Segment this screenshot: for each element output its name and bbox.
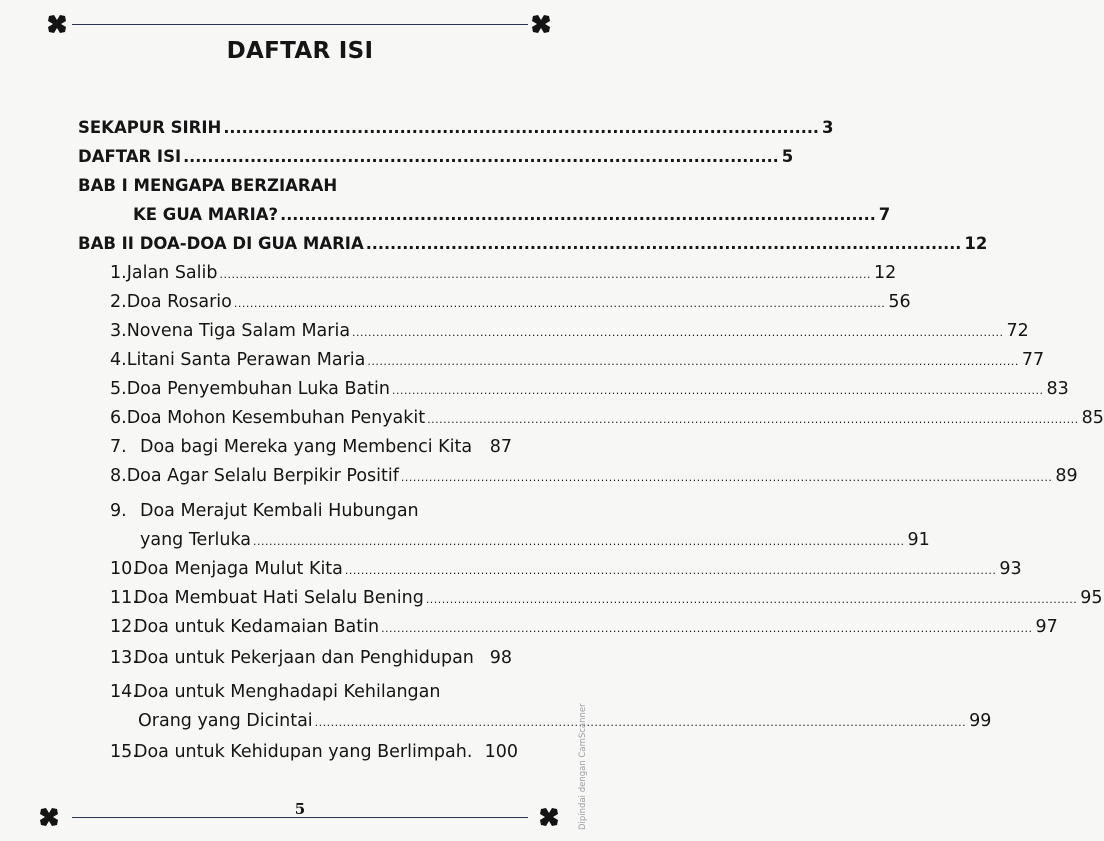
toc-entry <box>110 349 1045 373</box>
toc-entry-number: 10. <box>110 559 138 579</box>
dot-leader: ................................................................................................................................................................... <box>352 326 1004 339</box>
toc-entry-page: 98 <box>489 648 512 668</box>
toc-entry-number: 5. <box>110 379 127 399</box>
dot-leader: .................................................................................................. <box>365 234 962 253</box>
toc-entry-label: Doa untuk Pekerjaan dan Penghidupan <box>134 648 474 668</box>
toc-entry-page: 97 <box>1035 617 1058 637</box>
dot-leader: ................................................................................................................................................................... <box>367 355 1019 368</box>
dot-leader: ................................................................................................................................................................... <box>253 535 905 548</box>
toc-entry-page: 100 <box>484 742 518 762</box>
page-number: 5 <box>294 800 306 818</box>
toc-entry-page: 83 <box>1046 379 1069 399</box>
toc-entry <box>110 647 512 669</box>
toc-entry-number: 3. <box>110 321 127 341</box>
toc-entry <box>110 616 1058 640</box>
toc-entry-page: 5 <box>781 147 794 166</box>
toc-entry-page: 95 <box>1080 588 1103 608</box>
toc-entry-label: BAB II DOA-DOA DI GUA MARIA <box>78 234 364 253</box>
toc-entry-page: 91 <box>907 530 930 550</box>
toc-entry-number: 9. <box>110 501 127 521</box>
toc-entry-number: 2. <box>110 292 127 312</box>
dot-leader: ................................................................................................................................................................... <box>381 622 1033 635</box>
toc-entry-page: 89 <box>1055 466 1078 486</box>
toc-entry <box>78 233 988 255</box>
dot-leader: ................................................................................................................................................................... <box>314 716 967 729</box>
toc-entry-number: 15. <box>110 742 138 762</box>
toc-entry-number: 1. <box>110 263 127 283</box>
toc-entry-label: yang Terluka <box>140 530 252 550</box>
toc-entry-label: SEKAPUR SIRIH <box>78 118 222 137</box>
toc-entry-label: Doa Agar Selalu Berpikir Positif <box>126 466 399 486</box>
dot-leader: ................................................................................................................................................................... <box>219 268 871 281</box>
dot-leader: .................................................................................................. <box>280 205 876 224</box>
toc-entry-label: Novena Tiga Salam Maria <box>126 321 351 341</box>
toc-entry <box>78 117 834 139</box>
toc-entry <box>110 436 512 458</box>
toc-entry-label: Doa untuk Kehidupan yang Berlimpah. <box>134 742 473 762</box>
toc-entry <box>110 407 1104 431</box>
dot-leader: ................................................................................................................................................................... <box>400 471 1053 484</box>
toc-entry <box>110 681 440 703</box>
toc-entry-page: 3 <box>821 118 834 137</box>
toc-entry-number: 7. <box>110 437 127 457</box>
dot-leader: ................................................................................................................................................................... <box>344 564 997 577</box>
toc-entry-number: 6. <box>110 408 127 428</box>
toc-entry <box>110 291 911 315</box>
toc-entry-label: KE GUA MARIA? <box>133 205 279 224</box>
toc-entry-page: 12 <box>964 234 988 253</box>
toc-entry <box>110 741 518 763</box>
toc-entry-number: 11. <box>110 588 138 608</box>
toc-entry <box>110 500 419 522</box>
toc-entry <box>110 465 1078 489</box>
toc-entry-label: Jalan Salib <box>126 263 218 283</box>
toc-entry-label: Doa bagi Mereka yang Membenci Kita <box>140 437 473 457</box>
toc-entry-page: 7 <box>878 205 891 224</box>
toc-entry-page: 72 <box>1006 321 1029 341</box>
toc-entry <box>140 529 930 553</box>
toc-entry <box>110 587 1103 611</box>
toc-entry-label: Doa Merajut Kembali Hubungan <box>140 501 419 521</box>
toc-entry <box>78 146 794 168</box>
dot-leader: ................................................................................................................................................................... <box>233 297 886 310</box>
toc-entry <box>133 204 891 226</box>
toc-entry-label: Doa Mohon Kesembuhan Penyakit <box>126 408 426 428</box>
dot-leader: ................................................................................................................................................................... <box>392 384 1044 397</box>
toc-entry-page: 56 <box>888 292 911 312</box>
toc-entry-label: BAB I MENGAPA BERZIARAH <box>78 176 338 195</box>
toc-entry-number: 13. <box>110 648 138 668</box>
toc-entry-number: 8. <box>110 466 127 486</box>
toc-entry <box>110 320 1029 344</box>
toc-entry <box>138 710 992 734</box>
toc-entry <box>110 262 897 286</box>
toc-entry-label: Litani Santa Perawan Maria <box>126 350 366 370</box>
toc-entry-page: 99 <box>969 711 992 731</box>
toc-entry-page: 85 <box>1081 408 1104 428</box>
dot-leader: .................................................................................................. <box>223 118 819 137</box>
toc-entry <box>110 558 1022 582</box>
toc-entry-label: Doa Penyembuhan Luka Batin <box>126 379 390 399</box>
dot-leader: .................................................................................................. <box>183 147 779 166</box>
toc-entry-label: Doa Membuat Hati Selalu Bening <box>134 588 424 608</box>
toc-entry <box>110 378 1069 402</box>
toc-entry-label: Orang yang Dicintai <box>138 711 313 731</box>
toc-entry-label: Doa Rosario <box>126 292 232 312</box>
toc-entry-page: 12 <box>873 263 897 283</box>
dot-leader: ................................................................................................................................................................... <box>427 413 1079 426</box>
toc-entry-label: Doa untuk Menghadapi Kehilangan <box>134 682 441 702</box>
toc-entry-page: 77 <box>1021 350 1045 370</box>
toc-entry-label: DAFTAR ISI <box>78 147 182 166</box>
toc-entry-number: 12. <box>110 617 138 637</box>
toc-entry-page: 87 <box>489 437 512 457</box>
toc-entry-number: 14. <box>110 682 138 702</box>
dot-leader: ................................................................................................................................................................... <box>425 593 1078 606</box>
page-title: DAFTAR ISI <box>226 38 374 64</box>
toc-entry-page: 93 <box>999 559 1022 579</box>
toc-entry-label: Doa untuk Kedamaian Batin <box>134 617 380 637</box>
toc-entry <box>78 175 337 197</box>
toc-entry-label: Doa Menjaga Mulut Kita <box>134 559 343 579</box>
scanner-watermark: Dipindai dengan CamScanner <box>578 703 588 830</box>
toc-entry-number: 4. <box>110 350 127 370</box>
